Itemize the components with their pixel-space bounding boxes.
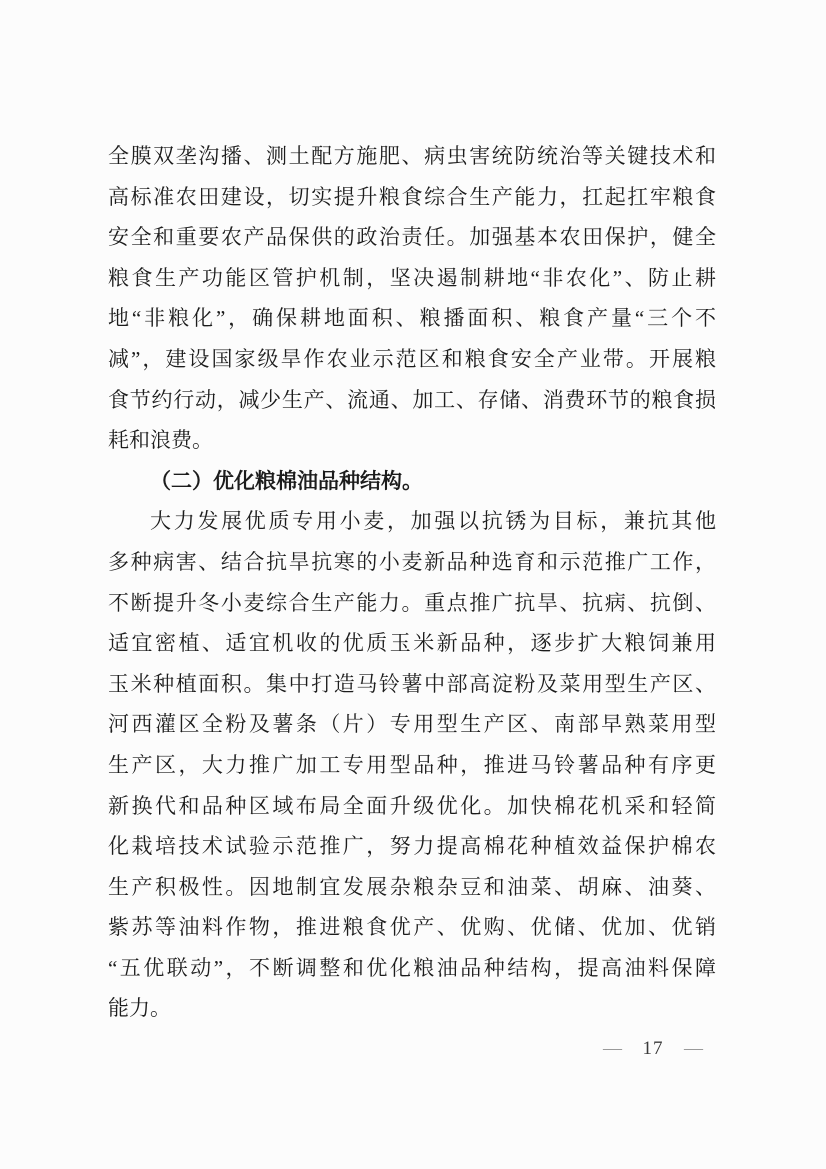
text-line: 食节约行动，减少生产、流通、加工、存储、消费环节的粮食损 [108,387,716,412]
text-line: 减”，建设国家级旱作农业示范区和粮食安全产业带。开展粮 [108,346,716,371]
text-line: 地“非粮化”，确保耕地面积、粮播面积、粮食产量“三个不 [108,306,716,331]
footer-dash-right: — [684,1038,703,1059]
text-line: 生产区，大力推广加工专用型品种，推进马铃薯品种有序更 [108,752,716,777]
body-text [108,136,716,1029]
text-line: 安全和重要农产品保供的政治责任。加强基本农田保护，健全 [108,225,716,250]
text-line: 多种病害、结合抗旱抗寒的小麦新品种选育和示范推广工作， [108,549,716,574]
page-footer [603,1038,703,1060]
text-line: 适宜密植、适宜机收的优质玉米新品种，逐步扩大粮饲兼用 [108,631,716,656]
text-line: 粮食生产功能区管护机制，坚决遏制耕地“非农化”、防止耕 [108,265,716,290]
section-heading: （二）优化粮棉油品种结构。 [150,468,423,493]
text-line: 生产积极性。因地制宜发展杂粮杂豆和油菜、胡麻、油葵、 [108,874,716,899]
text-line: 能力。 [108,996,171,1021]
text-line: 高标准农田建设，切实提升粮食综合生产能力，扛起扛牢粮食 [108,184,716,209]
text-line: 全膜双垄沟播、测土配方施肥、病虫害统防统治等关键技术和 [108,144,716,168]
text-line: 河西灌区全粉及薯条（片）专用型生产区、南部早熟菜用型 [108,712,716,737]
text-line: “五优联动”，不断调整和优化粮油品种结构，提高油料保障 [108,955,716,980]
text-line: 紫苏等油料作物，推进粮食优产、优购、优储、优加、优销 [108,915,716,940]
footer-dash-left: — [603,1038,622,1059]
text-line: 新换代和品种区域布局全面升级优化。加快棉花机采和轻简 [108,793,716,818]
text-line: 耗和浪费。 [108,428,213,453]
text-line: 化栽培技术试验示范推广，努力提高棉花种植效益保护棉农 [108,834,716,859]
page-number: 17 [642,1038,664,1059]
text-line: 不断提升冬小麦综合生产能力。重点推广抗旱、抗病、抗倒、 [108,590,716,615]
text-line: 玉米种植面积。集中打造马铃薯中部高淀粉及菜用型生产区、 [108,671,716,696]
text-line: 大力发展优质专用小麦，加强以抗锈为目标，兼抗其他 [150,509,716,534]
